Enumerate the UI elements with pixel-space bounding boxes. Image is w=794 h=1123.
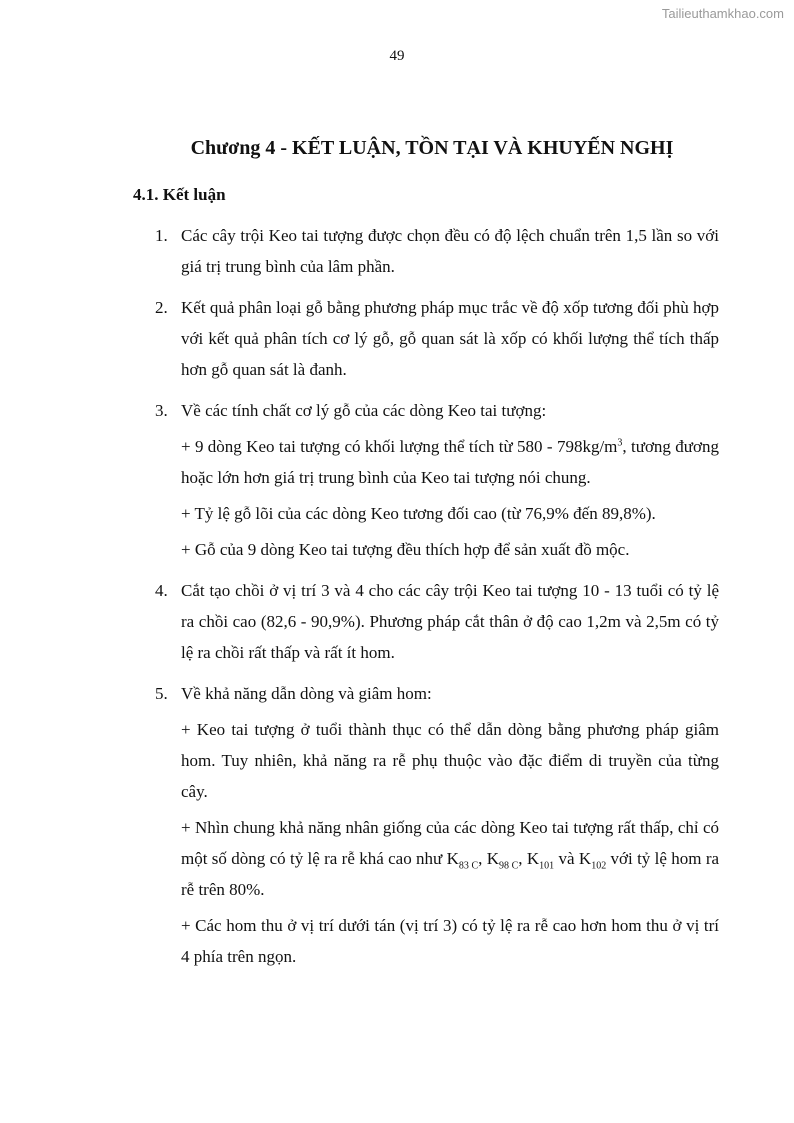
list-item [155, 292, 719, 385]
superscript: 3 [617, 437, 623, 449]
sub-text: , K [478, 849, 500, 868]
subscript: 101 [539, 860, 555, 872]
item-number: 3. [155, 401, 168, 420]
sub-text: , tương đương hoặc lớn hơn giá trị trung bình của Keo tai tượng nói chung. [181, 437, 719, 487]
watermark: Tailieuthamkhao.com [661, 6, 784, 21]
sub-item [181, 812, 719, 905]
item-number: 5. [155, 684, 168, 703]
list-item [155, 395, 719, 565]
page-number: 49 [389, 48, 405, 64]
sub-item: + Gỗ của 9 dòng Keo tai tượng đều thích hợp để sản xuất đồ mộc. [181, 540, 630, 559]
conclusion-list [155, 220, 719, 982]
list-item [155, 575, 719, 668]
item-text: Các cây trội Keo tai tượng được chọn đều có độ lệch chuẩn trên 1,5 lần so với giá trị trung bình của lâm phần. [181, 226, 719, 276]
sub-text: + 9 dòng Keo tai tượng có khối lượng thể tích từ 580 - 798kg/m [181, 437, 618, 456]
sub-text: và K [554, 849, 592, 868]
sub-text: với tỷ lệ hom ra rễ trên 80%. [181, 849, 720, 899]
item-text: Kết quả phân loại gỗ bằng phương pháp mục trắc về độ xốp tương đối phù hợp với kết quả phân tích cơ lý gỗ, gỗ quan sát là xốp có khối lượng thể tích thấp hơn gỗ quan sát là đanh. [181, 298, 719, 379]
item-text: Về khả năng dẫn dòng và giâm hom: [181, 684, 432, 703]
item-number: 1. [155, 226, 168, 245]
chapter-title: Chương 4 - KẾT LUẬN, TỒN TẠI VÀ KHUYẾN NGHỊ [190, 137, 674, 159]
sub-item: + Các hom thu ở vị trí dưới tán (vị trí 3) có tỷ lệ ra rễ cao hơn hom thu ở vị trí 4 phía trên ngọn. [181, 916, 719, 966]
sub-item [181, 431, 719, 493]
sub-text: + Nhìn chung khả năng nhân giống của các dòng Keo tai tượng rất thấp, chỉ có một số dòng có tỷ lệ ra rễ khá cao như K [181, 818, 719, 868]
subscript: 102 [591, 860, 607, 872]
item-text: Cắt tạo chồi ở vị trí 3 và 4 cho các cây trội Keo tai tượng 10 - 13 tuổi có tỷ lệ ra chồi cao (82,6 - 90,9%). Phương pháp cắt thân ở độ cao 1,2m và 2,5m có tỷ lệ ra chồi rất thấp và rất ít hom. [181, 581, 719, 662]
sub-item: + Tỷ lệ gỗ lõi của các dòng Keo tương đối cao (từ 76,9% đến 89,8%). [181, 504, 656, 523]
item-number: 4. [155, 581, 168, 600]
subscript: 98 C [499, 860, 519, 872]
section-title: 4.1. Kết luận [133, 185, 226, 204]
list-item [155, 678, 719, 972]
sub-item: + Keo tai tượng ở tuổi thành thục có thể dẫn dòng bằng phương pháp giâm hom. Tuy nhiên, khả năng ra rễ phụ thuộc vào đặc điểm di truyền của từng cây. [181, 720, 719, 801]
sub-text: , K [518, 849, 540, 868]
item-text: Về các tính chất cơ lý gỗ của các dòng Keo tai tượng: [181, 401, 547, 420]
item-number: 2. [155, 298, 168, 317]
list-item [155, 220, 719, 282]
subscript: 83 C [458, 860, 479, 872]
